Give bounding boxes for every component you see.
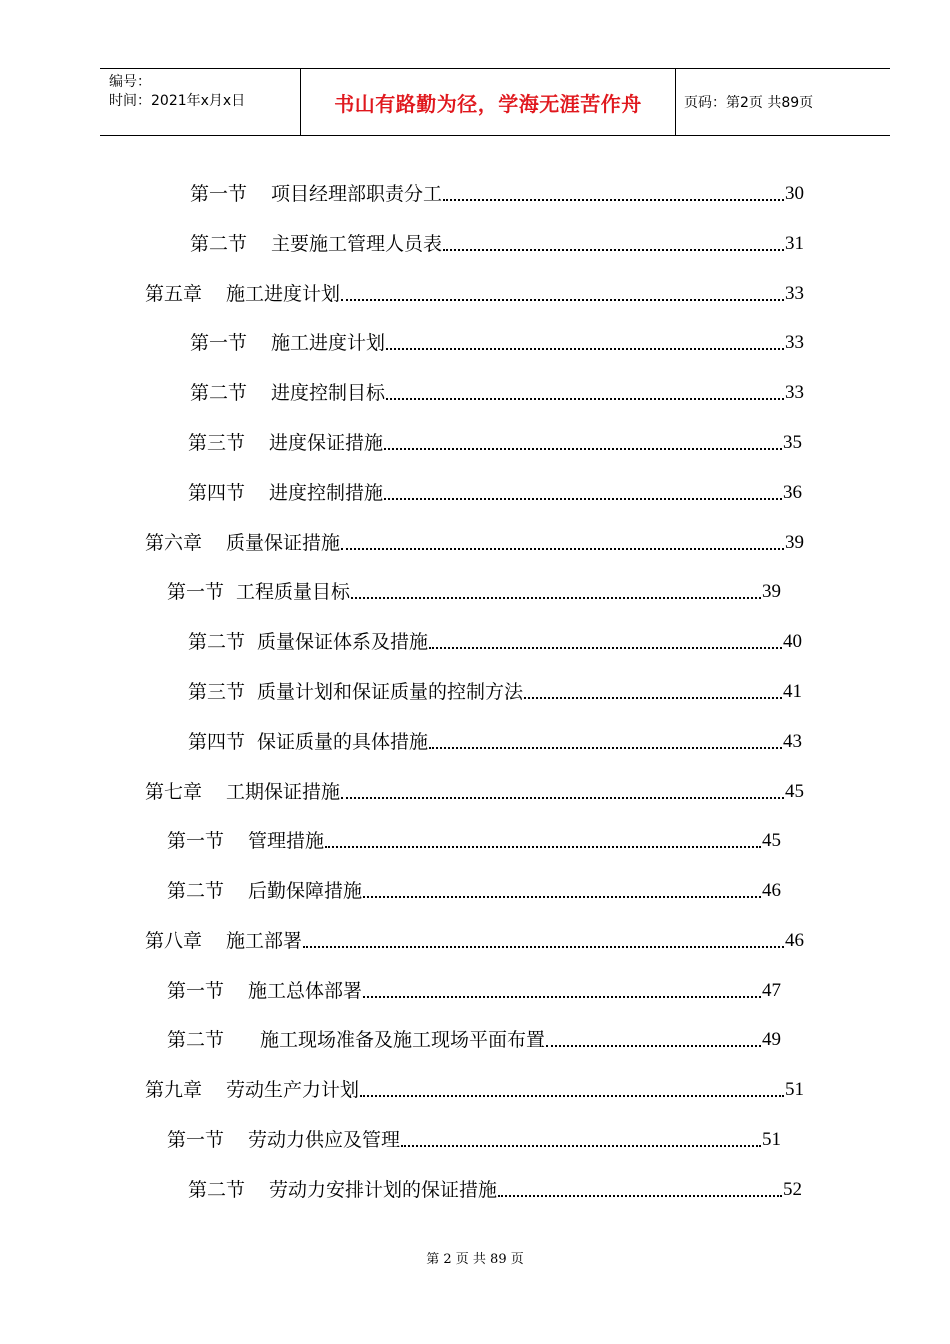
toc-entry-title: 施工部署 xyxy=(226,930,303,952)
toc-entry[interactable] xyxy=(145,778,804,804)
toc-entry-number: 第四节 xyxy=(188,731,246,753)
toc-dot-leader xyxy=(443,248,784,251)
toc-entry-title: 施工总体部署 xyxy=(248,980,363,1002)
toc-entry-title: 施工进度计划 xyxy=(271,332,386,354)
toc-entry-number: 第三节 xyxy=(188,432,246,454)
toc-entry-number: 第一节 xyxy=(190,183,248,205)
toc-entry-page: 47 xyxy=(762,980,781,1001)
toc-entry-page: 39 xyxy=(762,581,781,602)
toc-entry[interactable] xyxy=(145,280,804,306)
toc-entry-number: 第二节 xyxy=(188,1179,246,1201)
toc-entry-title: 质量保证措施 xyxy=(226,532,341,554)
toc-dot-leader xyxy=(429,746,782,749)
toc-entry-title: 劳动力供应及管理 xyxy=(248,1129,401,1151)
toc-entry[interactable] xyxy=(188,429,802,455)
toc-entry-number: 第二节 xyxy=(167,880,225,902)
toc-entry-title: 项目经理部职责分工 xyxy=(271,183,443,205)
toc-entry-number: 第一节 xyxy=(190,332,248,354)
toc-entry-title: 管理措施 xyxy=(248,830,325,852)
toc-entry-page: 33 xyxy=(785,382,804,403)
toc-dot-leader xyxy=(384,497,782,500)
toc-entry-title: 进度控制措施 xyxy=(269,482,384,504)
toc-entry-page: 46 xyxy=(762,880,781,901)
toc-entry-number: 第二节 xyxy=(167,1029,225,1051)
toc-entry-number: 第九章 xyxy=(145,1079,203,1101)
toc-dot-leader xyxy=(386,397,784,400)
toc-entry[interactable] xyxy=(167,877,781,903)
toc-entry-title: 劳动力安排计划的保证措施 xyxy=(269,1179,498,1201)
time-label: 时间：2021年x月x日 xyxy=(109,93,246,109)
toc-entry-title: 保证质量的具体措施 xyxy=(257,731,429,753)
toc-entry-number: 第二节 xyxy=(190,233,248,255)
toc-dot-leader xyxy=(498,1194,782,1197)
toc-entry-page: 41 xyxy=(783,681,802,702)
code-label: 编号： xyxy=(109,74,151,90)
toc-dot-leader xyxy=(443,198,784,201)
toc-dot-leader xyxy=(401,1144,761,1147)
toc-entry[interactable] xyxy=(190,329,804,355)
toc-entry-page: 30 xyxy=(785,183,804,204)
toc-entry-title: 进度控制目标 xyxy=(271,382,386,404)
toc-entry[interactable] xyxy=(190,180,804,206)
toc-entry[interactable] xyxy=(190,379,804,405)
toc-entry-page: 45 xyxy=(785,781,804,802)
toc-entry[interactable] xyxy=(167,827,781,853)
toc-entry[interactable] xyxy=(188,678,802,704)
toc-entry-number: 第八章 xyxy=(145,930,203,952)
toc-entry[interactable] xyxy=(145,529,804,555)
document-header xyxy=(100,68,890,136)
page-footer: 第 2 页 共 89 页 xyxy=(426,1252,524,1267)
toc-dot-leader xyxy=(341,547,784,550)
toc-entry-number: 第一节 xyxy=(167,980,225,1002)
toc-dot-leader xyxy=(303,945,784,948)
toc-entry-page: 45 xyxy=(762,830,781,851)
toc-entry-page: 40 xyxy=(783,631,802,652)
toc-entry-number: 第三节 xyxy=(188,681,246,703)
toc-dot-leader xyxy=(384,447,782,450)
toc-entry-page: 52 xyxy=(783,1179,802,1200)
toc-entry-number: 第二节 xyxy=(188,631,246,653)
toc-entry[interactable] xyxy=(145,927,804,953)
toc-entry-page: 36 xyxy=(783,482,802,503)
toc-entry[interactable] xyxy=(167,977,781,1003)
toc-dot-leader xyxy=(363,995,761,998)
toc-entry-title: 劳动生产力计划 xyxy=(226,1079,360,1101)
toc-entry[interactable] xyxy=(188,479,802,505)
toc-entry-page: 33 xyxy=(785,283,804,304)
toc-entry-title: 质量计划和保证质量的控制方法 xyxy=(257,681,524,703)
toc-entry-number: 第一节 xyxy=(167,581,225,603)
toc-entry-title: 工程质量目标 xyxy=(236,581,351,603)
toc-entry-page: 35 xyxy=(783,432,802,453)
toc-entry-title: 主要施工管理人员表 xyxy=(271,233,443,255)
toc-entry-page: 33 xyxy=(785,332,804,353)
toc-entry[interactable] xyxy=(167,1026,781,1052)
toc-entry-page: 39 xyxy=(785,532,804,553)
toc-dot-leader xyxy=(325,845,761,848)
header-motto: 书山有路勤为径，学海无涯苦作舟 xyxy=(301,69,676,135)
toc-entry[interactable] xyxy=(167,1126,781,1152)
toc-entry-number: 第一节 xyxy=(167,1129,225,1151)
toc-entry-title: 后勤保障措施 xyxy=(248,880,363,902)
header-page-label: 页码：第2页 共89页 xyxy=(684,95,814,111)
toc-entry[interactable] xyxy=(188,728,802,754)
toc-entry-page: 49 xyxy=(762,1029,781,1050)
toc-entry-number: 第一节 xyxy=(167,830,225,852)
toc-entry-number: 第二节 xyxy=(190,382,248,404)
toc-dot-leader xyxy=(360,1094,784,1097)
toc-dot-leader xyxy=(341,298,784,301)
toc-entry-number: 第五章 xyxy=(145,283,203,305)
toc-entry-page: 51 xyxy=(762,1129,781,1150)
toc-entry-title: 质量保证体系及措施 xyxy=(257,631,429,653)
toc-dot-leader xyxy=(524,696,782,699)
toc-entry-page: 51 xyxy=(785,1079,804,1100)
toc-dot-leader xyxy=(546,1044,761,1047)
toc-entry-number: 第四节 xyxy=(188,482,246,504)
toc-dot-leader xyxy=(341,796,784,799)
toc-entry-page: 31 xyxy=(785,233,804,254)
toc-dot-leader xyxy=(351,596,761,599)
toc-entry-title: 工期保证措施 xyxy=(226,781,341,803)
toc-entry-title: 进度保证措施 xyxy=(269,432,384,454)
toc-entry[interactable] xyxy=(190,230,804,256)
toc-dot-leader xyxy=(386,347,784,350)
header-meta xyxy=(100,69,301,135)
toc-entry-number: 第六章 xyxy=(145,532,203,554)
toc-entry[interactable] xyxy=(167,578,781,604)
toc-entry[interactable] xyxy=(188,1176,802,1202)
toc-entry-page: 46 xyxy=(785,930,804,951)
toc-dot-leader xyxy=(429,646,782,649)
toc-entry-number: 第七章 xyxy=(145,781,203,803)
toc-entry-title: 施工进度计划 xyxy=(226,283,341,305)
toc-entry[interactable] xyxy=(188,628,802,654)
toc-dot-leader xyxy=(363,895,761,898)
toc-entry-page: 43 xyxy=(783,731,802,752)
toc-entry[interactable] xyxy=(145,1076,804,1102)
toc-entry-title: 施工现场准备及施工现场平面布置 xyxy=(260,1029,546,1051)
